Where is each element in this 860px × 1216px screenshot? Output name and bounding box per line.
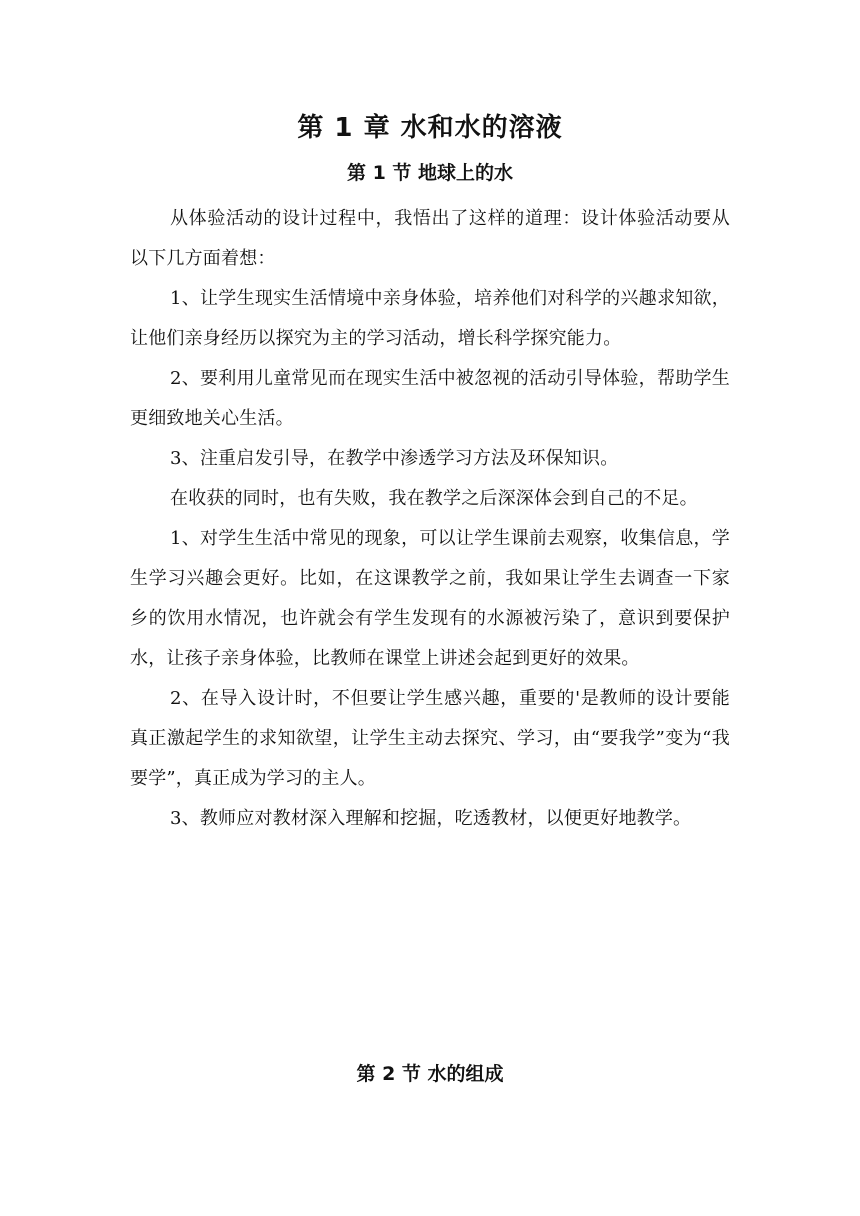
paragraph: 在收获的同时，也有失败，我在教学之后深深体会到自己的不足。 [170,488,698,509]
paragraph: 1、对学生生活中常见的现象，可以让学生课前去观察，收集信息，学生学习兴趣会更好。比如，在这课教学之前，我如果让学生去调查一下家乡的饮用水情况，也许就会有学生发现有的水源被污染了，意识到要保护水，让孩子亲身体验，比教师在课堂上讲述会起到更好的效果。 [130,528,730,669]
section-title-2: 第 2 节 水的组成 [356,1063,504,1085]
paragraph: 2、在导入设计时，不但要让学生感兴趣，重要的'是教师的设计要能真正激起学生的求知欲望，让学生主动去探究、学习，由“要我学”变为“我要学”，真正成为学习的主人。 [130,688,730,789]
paragraph: 3、注重启发引导，在教学中渗透学习方法及环保知识。 [170,448,619,469]
paragraph: 2、要利用儿童常见而在现实生活中被忽视的活动引导体验，帮助学生更细致地关心生活。 [130,368,730,429]
section-title-1: 第 1 节 地球上的水 [346,162,514,184]
paragraph: 1、让学生现实生活情境中亲身体验，培养他们对科学的兴趣求知欲，让他们亲身经历以探究为主的学习活动，增长科学探究能力。 [130,288,730,349]
paragraph: 3、教师应对教材深入理解和挖掘，吃透教材，以便更好地教学。 [170,808,692,829]
chapter-title: 第 1 章 水和水的溶液 [297,113,563,143]
document-body [130,199,730,839]
paragraph: 从体验活动的设计过程中，我悟出了这样的道理：设计体验活动要从以下几方面着想： [130,208,730,269]
